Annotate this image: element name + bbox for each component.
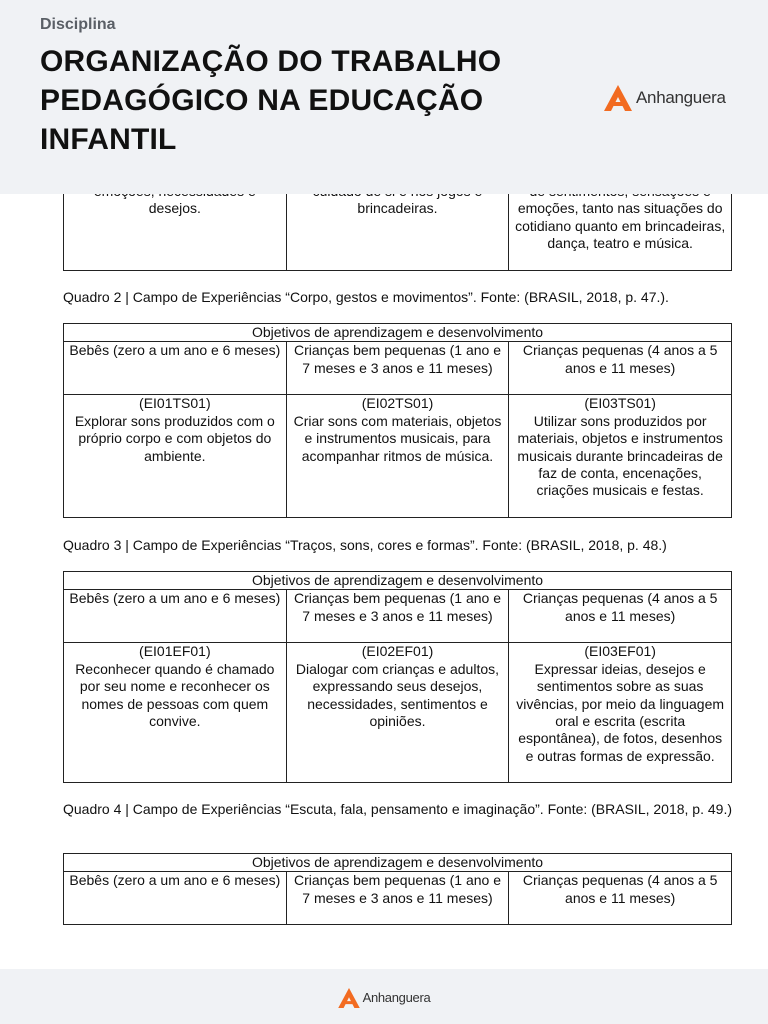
objective-text: Dialogar com crianças e adultos, expressando seus desejos, necessidades, sentimentos e opiniões.	[295, 660, 500, 730]
table-caption: Quadro 2 | Campo de Experiências “Corpo, gestos e movimentos”. Fonte: (BRASIL, 2018, p. 47.).	[63, 289, 669, 305]
page-header	[0, 0, 768, 194]
objective-text: Expressar ideias, desejos e sentimentos sobre as suas vivências, por meio da linguagem oral e escrita (escrita espontânea), de fotos, desenhos e outras formas de expressão.	[516, 660, 725, 764]
objective-cell	[286, 643, 509, 783]
anhanguera-logo-icon	[604, 85, 632, 111]
footer-brand-name: Anhanguera	[362, 990, 431, 1005]
table-header: Objetivos de aprendizagem e desenvolvimento	[64, 572, 732, 590]
age-group-cell: Crianças pequenas (4 anos a 5 anos e 11 meses)	[509, 872, 732, 925]
age-group-cell: Bebês (zero a um ano e 6 meses)	[64, 872, 287, 925]
objective-text: Reconhecer quando é chamado por seu nome e reconhecer os nomes de pessoas com quem convive.	[75, 660, 275, 730]
objective-text: Explorar sons produzidos com o próprio corpo e com objetos do ambiente.	[74, 412, 275, 464]
table-row	[64, 342, 732, 395]
table-row	[64, 872, 732, 925]
table-cell: brincadeiras.	[286, 161, 509, 271]
age-group-cell: Bebês (zero a um ano e 6 meses)	[64, 342, 287, 395]
age-group-cell: Crianças bem pequenas (1 ano e 7 meses e 3 anos e 11 meses)	[286, 590, 509, 643]
objective-code: (EI02EF01)	[361, 643, 434, 660]
objective-code: (EI01EF01)	[139, 643, 211, 660]
table-caption: Quadro 3 | Campo de Experiências “Traços, sons, cores e formas”. Fonte: (BRASIL, 2018, p. 48.)	[63, 537, 667, 553]
objective-code: (EI03TS01)	[584, 395, 656, 412]
quadro-3-table	[63, 571, 732, 783]
objective-cell	[64, 395, 287, 518]
table-caption: Quadro 4 | Campo de Experiências “Escuta, fala, pensamento e imaginação”. Fonte: (BRASIL, 2018, p. 49.)	[63, 801, 732, 817]
objective-text: Utilizar sons produzidos por materiais, objetos e instrumentos musicais durante brincadeiras de faz de conta, encenações, criações musicais e festas.	[517, 412, 723, 499]
table-cell: emoções, tanto nas situações do cotidiano quanto em brincadeiras, dança, teatro e música.	[509, 161, 732, 271]
objective-cell	[509, 395, 732, 518]
brand-logo	[604, 83, 726, 113]
course-title: ORGANIZAÇÃO DO TRABALHO PEDAGÓGICO NA EDUCAÇÃO INFANTIL	[40, 45, 502, 156]
age-group-cell: Crianças pequenas (4 anos a 5 anos e 11 meses)	[509, 590, 732, 643]
table-cell: desejos.	[64, 161, 287, 271]
brand-name: Anhanguera	[636, 88, 726, 107]
age-group-cell: Crianças bem pequenas (1 ano e 7 meses e 3 anos e 11 meses)	[286, 872, 509, 925]
objective-cell	[64, 643, 287, 783]
table-header-row	[64, 324, 732, 342]
objective-code: (EI03EF01)	[584, 643, 656, 660]
table-header-row	[64, 572, 732, 590]
quadro-4-table	[63, 853, 732, 925]
footer-brand-logo	[338, 988, 431, 1008]
objective-code: (EI01TS01)	[139, 395, 211, 412]
table-row	[64, 395, 732, 518]
table-header: Objetivos de aprendizagem e desenvolvimento	[64, 324, 732, 342]
age-group-cell: Crianças pequenas (4 anos a 5 anos e 11 meses)	[509, 342, 732, 395]
table-row	[64, 643, 732, 783]
objective-cell	[286, 395, 509, 518]
age-group-cell: Bebês (zero a um ano e 6 meses)	[64, 590, 287, 643]
table-header-row	[64, 854, 732, 872]
table-row	[64, 590, 732, 643]
table-header: Objetivos de aprendizagem e desenvolvimento	[64, 854, 732, 872]
page-footer	[0, 969, 768, 1024]
objective-text: Criar sons com materiais, objetos e instrumentos musicais, para acompanhar ritmos de música.	[293, 412, 502, 464]
anhanguera-logo-icon	[338, 988, 360, 1008]
age-group-cell: Crianças bem pequenas (1 ano e 7 meses e 3 anos e 11 meses)	[286, 342, 509, 395]
objective-cell	[509, 643, 732, 783]
discipline-label: Disciplina	[40, 16, 116, 33]
quadro-2-table	[63, 323, 732, 518]
objective-code: (EI02TS01)	[361, 395, 434, 412]
